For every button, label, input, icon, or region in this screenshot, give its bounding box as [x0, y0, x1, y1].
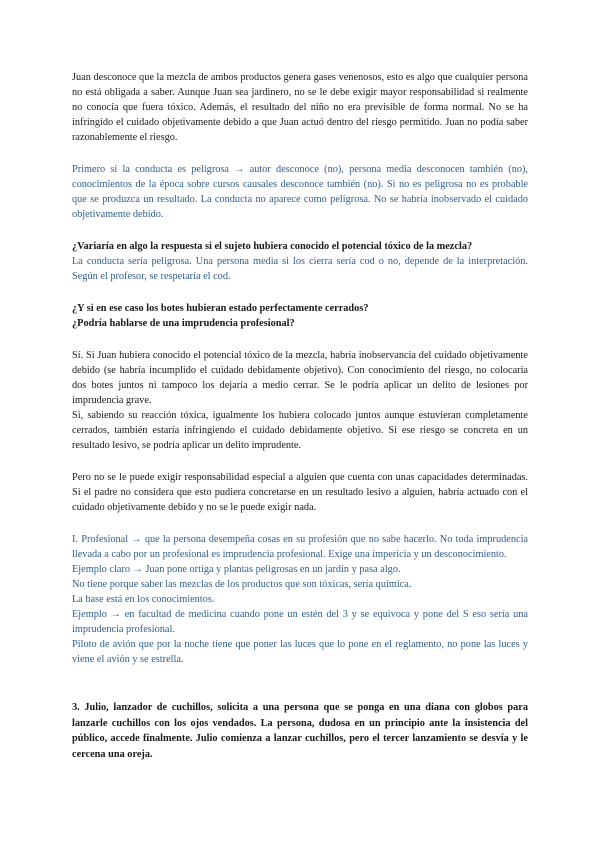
paragraph-conducta-peligrosa: Primero si la conducta es peligrosa → autor desconoce (no), persona media desconocen también (no), conocimientos de la época sobre cursos causales desconoce también (no). Si no es peligrosa no es probable que se produzca un resultado. La conducta no aparece como peligrosa. No se habría inobservado el cuidado objetivamente debido. — [72, 164, 528, 220]
document-page — [72, 70, 528, 762]
paragraph-juan-desconoce: Juan desconoce que la mezcla de ambos productos genera gases venenosos, esto es algo que cualquier persona no está obligada a saber. Aunque Juan sea jardinero, no se le debe exigir mayor responsabilidad si realmente no conocía que fuera tóxico. Además, el resultado del niño no era previsible de forma normal. No se ha infringido el cuidado objetivamente debido a que Juan actuó dentro del riesgo permitido. Juan no podía saber razonablemente el riesgo. — [72, 72, 528, 143]
question-potencial-toxico: ¿Variaría en algo la respuesta si el sujeto hubiera conocido el potencial tóxico de la mezcla? — [72, 241, 473, 252]
paragraph-si-juan-hubiera: Sí. Si Juan hubiera conocido el potencial tóxico de la mezcla, habría inobservancia del cuidado objetivamente debido (se habría incumplido el cuidado debidamente objetivo). Con conocimiento del riesgo, no colocaría dos botes juntos ni tampoco los dejaría a medio cerrar. Se le podría aplicar un delito de lesiones por imprudencia grave. — [72, 350, 528, 406]
paragraph-reaccion-toxica: Si, sabiendo su reacción tóxica, igualmente los hubiera colocado juntos aunque estuvieran completamente cerrados, también estaría infringiendo el cuidado debidamente objetivo. Si ese riesgo se concreta en un resultado lesivo, se podría aplicar un delito imprudente. — [72, 410, 528, 451]
answer-conducta-peligrosa: La conducta sería peligrosa. Una persona media si los cierra sería cod o no, depende de la interpretación. Según el profesor, se respetaría el cod. — [72, 256, 528, 282]
paragraph-piloto-avion: Piloto de avión que por la noche tiene que poner las luces que lo pone en el reglamento, no pone las luces y viene el avión y se estrella. — [72, 639, 528, 665]
case-3-julio-cuchillos: 3. Julio, lanzador de cuchillos, solicita a una persona que se ponga en una diana con globos para lanzarle cuchillos con los ojos vendados. La persona, dudosa en un principio ante la insistencia del público, accede finalmente. Julio comienza a lanzar cuchillos, pero el tercer lanzamiento se desvía y le cercena una oreja. — [72, 702, 528, 760]
paragraph-ejemplo-medicina: Ejemplo → en facultad de medicina cuando pone un estén del 3 y se equivoca y pone del S eso sería una imprudencia profesional. — [72, 609, 528, 635]
paragraph-base-conocimientos: La base está en los conocimientos. — [72, 594, 215, 605]
paragraph-responsabilidad-especial: Pero no se le puede exigir responsabilidad especial a alguien que cuenta con unas capacidades determinadas. Si el padre no considera que esto pudiera concretarse en un resultado lesivo a alguien, habría actuado con el cuidado objetivamente debido y no se le puede exigir nada. — [72, 472, 528, 513]
question-botes-cerrados: ¿Y si en ese caso los botes hubieran estado perfectamente cerrados? — [72, 303, 369, 314]
paragraph-mezclas-productos: No tiene porque saber las mezclas de los productos que son tóxicas, sería química. — [72, 579, 412, 590]
paragraph-ejemplo-ortiga: Ejemplo claro → Juan pone ortiga y plantas peligrosas en un jardín y pasa algo. — [72, 564, 401, 575]
question-imprudencia-profesional: ¿Podría hablarse de una imprudencia profesional? — [72, 318, 295, 329]
paragraph-imprudencia-profesional: I. Profesional → que la persona desempeña cosas en su profesión que no sabe hacerlo. No toda imprudencia llevada a cabo por un profesional es imprudencia profesional. Exige una impericia y un desconocimiento. — [72, 534, 528, 560]
